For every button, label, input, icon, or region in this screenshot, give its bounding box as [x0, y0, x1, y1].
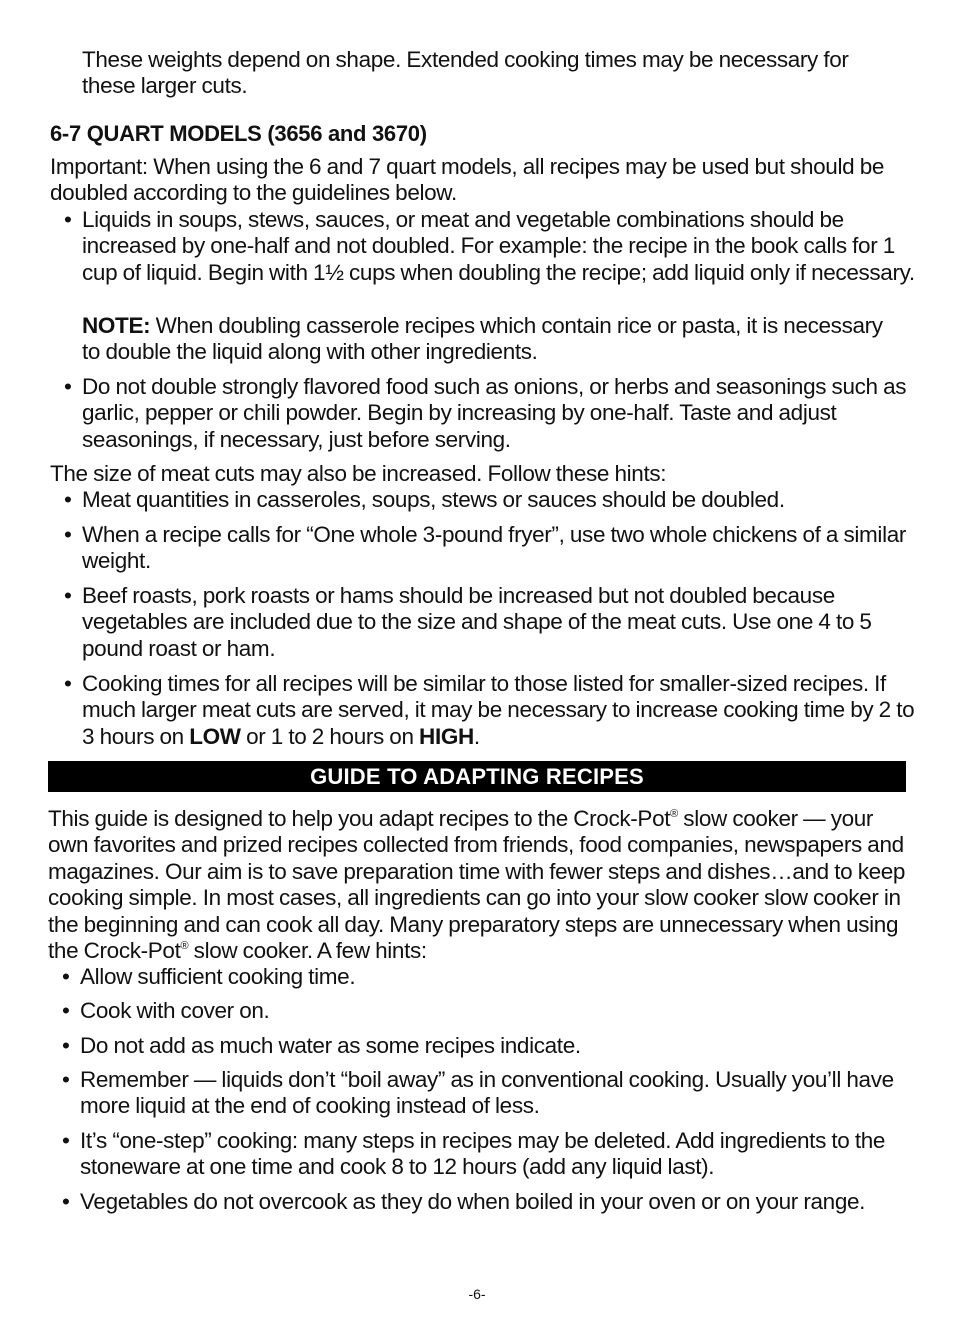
- note-paragraph: [82, 313, 902, 366]
- guide-text-1: This guide is designed to help you adapt recipes to the Crock-Pot: [48, 806, 671, 831]
- intro-paragraph: These weights depend on shape. Extended cooking times may be necessary for these larger cuts.: [82, 47, 849, 99]
- roasts-bullet: [64, 583, 920, 662]
- bullet-marker: [64, 487, 82, 512]
- bullet-marker: [64, 207, 82, 232]
- hint-bullet-cooking-time: [62, 964, 920, 990]
- bullet-marker: [62, 1067, 80, 1092]
- cooking-times-text-2: or 1 to 2 hours on: [240, 723, 420, 749]
- bullet-marker: [64, 522, 82, 547]
- hint-bullet-cover: [62, 998, 920, 1024]
- high-setting-label: HIGH: [419, 723, 474, 749]
- bullet-marker: [62, 964, 80, 989]
- cooking-times-text-1: Cooking times for all recipes will be similar to those listed for smaller-sized recipes. If much larger meat cuts are served, it may be necessary to increase cooking time by 2 to 3 hours on: [82, 671, 915, 749]
- hint-text: It’s “one-step” cooking: many steps in recipes may be deleted. Add ingredients to the stoneware at one time and cook 8 to 12 hours (add any liquid last).: [80, 1128, 886, 1180]
- hint-bullet-water: [62, 1033, 920, 1059]
- liquids-bullet-text: Liquids in soups, stews, sauces, or meat and vegetable combinations should be increased by one-half and not doubled. For example: the recipe in the book calls for 1 cup of liquid. Begin with 1½ cups when doubling the recipe; add liquid only if necessary.: [82, 207, 915, 285]
- meat-quantities-bullet: [64, 487, 920, 513]
- guide-text-2: slow cooker — your own favorites and prized recipes collected from friends, food companies, newspapers and magazines. Our aim is to save preparation time with fewer steps and dishes…and to keep cooking simple. In most cases, all ingredients can go into your slow cooker slow cooker in the beginning and can cook all day. Many preparatory steps are unnecessary when using the Crock-Pot: [48, 806, 906, 964]
- hint-text: Cook with cover on.: [80, 998, 270, 1023]
- roasts-bullet-text: Beef roasts, pork roasts or hams should be increased but not doubled because vegetables are included due to the size and shape of the meat cuts. Use one 4 to 5 pound roast or ham.: [82, 583, 872, 661]
- registered-mark: ®: [180, 940, 189, 953]
- hint-text: Vegetables do not overcook as they do when boiled in your oven or on your range.: [80, 1189, 866, 1214]
- note-text: When doubling casserole recipes which contain rice or pasta, it is necessary to double the liquid along with other ingredients.: [82, 313, 883, 365]
- bullet-marker: [62, 1189, 80, 1214]
- meat-cuts-intro: The size of meat cuts may also be increased. Follow these hints:: [50, 461, 667, 486]
- bullet-marker: [62, 1128, 80, 1153]
- liquids-bullet: [64, 207, 920, 286]
- cooking-times-bullet: [64, 671, 920, 750]
- section-heading-quart-models: 6-7 QUART MODELS (3656 and 3670): [50, 121, 427, 146]
- cooking-times-text-3: .: [473, 723, 480, 749]
- bullet-marker: [62, 1033, 80, 1058]
- hint-text: Allow sufficient cooking time.: [80, 964, 356, 989]
- guide-text-3: slow cooker. A few hints:: [188, 938, 427, 964]
- guide-banner: GUIDE TO ADAPTING RECIPES: [48, 761, 906, 792]
- fryer-bullet-text: When a recipe calls for “One whole 3-pound fryer”, use two whole chickens of a similar weight.: [82, 522, 907, 574]
- hint-text: Do not add as much water as some recipes indicate.: [80, 1033, 581, 1058]
- registered-mark: ®: [670, 808, 678, 820]
- hint-text: Remember — liquids don’t “boil away” as in conventional cooking. Usually you’ll have more liquid at the end of cooking instead of less.: [80, 1067, 894, 1119]
- seasonings-bullet: [64, 374, 920, 453]
- note-label: NOTE:: [82, 313, 151, 338]
- hint-bullet-vegetables: [62, 1189, 940, 1215]
- hint-bullet-liquids: [62, 1067, 920, 1120]
- page-number: -6-: [468, 1286, 486, 1302]
- bullet-marker: [64, 374, 82, 399]
- bullet-marker: [64, 671, 82, 696]
- bullet-marker: [62, 998, 80, 1023]
- seasonings-bullet-text: Do not double strongly flavored food such as onions, or herbs and seasonings such as garlic, pepper or chili powder. Begin by increasing by one-half. Taste and adjust seasonings, if necessary, just before serving.: [82, 374, 907, 452]
- important-paragraph: Important: When using the 6 and 7 quart models, all recipes may be used but should be doubled according to the guidelines below.: [50, 154, 885, 206]
- bullet-marker: [64, 583, 82, 608]
- guide-paragraph: [48, 806, 908, 964]
- meat-quantities-bullet-text: Meat quantities in casseroles, soups, stews or sauces should be doubled.: [82, 487, 785, 512]
- fryer-bullet: [64, 522, 920, 575]
- low-setting-label: LOW: [189, 723, 241, 749]
- hint-bullet-one-step: [62, 1128, 920, 1181]
